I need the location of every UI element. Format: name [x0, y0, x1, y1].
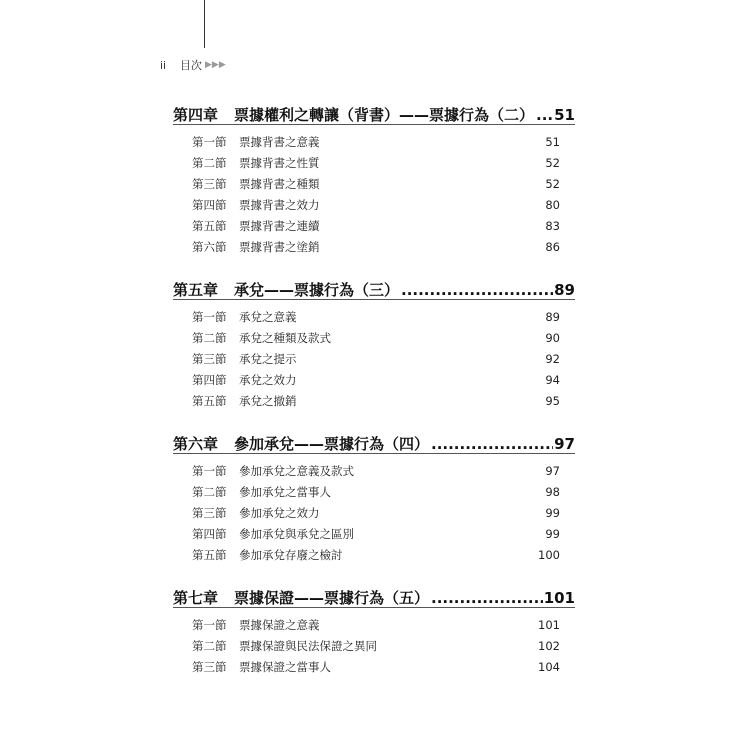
section-page: 51: [545, 135, 560, 149]
section-row: [192, 526, 560, 542]
section-row: [192, 197, 560, 213]
chapter-page: 97: [554, 435, 575, 453]
section-number: 第四節: [192, 373, 227, 387]
chapter-title: 參加承兌——票據行為（四）: [234, 435, 430, 453]
chapter-heading: [173, 433, 575, 454]
section-page: 90: [545, 331, 560, 345]
chapter-title: 票據保證——票據行為（五）: [234, 589, 430, 607]
section-page: 102: [538, 639, 560, 653]
section-title: 票據背書之塗銷: [239, 240, 320, 254]
dot-leader: [401, 281, 553, 299]
chapter-number: 第七章: [173, 589, 219, 607]
chapter-title: 承兌——票據行為（三）: [234, 281, 400, 299]
chapter-title: 票據權利之轉讓（背書）——票據行為（二）: [234, 106, 535, 124]
section-page: 97: [545, 464, 560, 478]
section-page: 98: [545, 485, 560, 499]
page-number: ii: [160, 58, 167, 72]
section-row: [192, 372, 560, 388]
chapter-page: 101: [543, 589, 575, 607]
section-page: 99: [545, 527, 560, 541]
section-number: 第二節: [192, 639, 227, 653]
margin-rule: [204, 0, 205, 48]
section-title: 票據背書之性質: [239, 156, 320, 170]
section-title: 參加承兌之當事人: [239, 485, 331, 499]
section-page: 99: [545, 506, 560, 520]
section-number: 第二節: [192, 156, 227, 170]
running-header: [160, 57, 226, 73]
section-page: 83: [545, 219, 560, 233]
chapter-divider: [173, 299, 575, 300]
section-title: 票據背書之意義: [239, 135, 320, 149]
section-title: 票據保證與民法保證之異同: [239, 639, 377, 653]
chapter-divider: [173, 124, 575, 125]
section-page: 94: [545, 373, 560, 387]
chapter-heading: [173, 279, 575, 300]
section-title: 承兌之撤銷: [239, 394, 297, 408]
section-row: [192, 309, 560, 325]
section-page: 95: [545, 394, 560, 408]
section-page: 52: [545, 156, 560, 170]
section-row: [192, 463, 560, 479]
dot-leader: [431, 589, 543, 607]
section-page: 92: [545, 352, 560, 366]
section-title: 票據背書之連續: [239, 219, 320, 233]
section-number: 第三節: [192, 506, 227, 520]
dot-leader: [431, 435, 553, 453]
section-page: 89: [545, 310, 560, 324]
section-title: 承兌之種類及款式: [239, 331, 331, 345]
section-number: 第一節: [192, 310, 227, 324]
section-row: [192, 547, 560, 563]
section-number: 第五節: [192, 394, 227, 408]
chapter-number: 第四章: [173, 106, 219, 124]
chapter-page: 51: [554, 106, 575, 124]
section-number: 第五節: [192, 548, 227, 562]
header-title: 目次: [180, 59, 202, 72]
section-row: [192, 638, 560, 654]
section-page: 101: [538, 618, 560, 632]
section-page: 100: [538, 548, 560, 562]
section-number: 第六節: [192, 240, 227, 254]
section-title: 參加承兌之效力: [239, 506, 320, 520]
chapter-heading: [173, 104, 575, 125]
chapter-page: 89: [554, 281, 575, 299]
chapter-number: 第五章: [173, 281, 219, 299]
section-row: [192, 218, 560, 234]
section-title: 參加承兌之意義及款式: [239, 464, 354, 478]
section-row: [192, 393, 560, 409]
section-title: 承兌之效力: [239, 373, 297, 387]
section-title: 承兌之提示: [239, 352, 297, 366]
section-title: 票據背書之效力: [239, 198, 320, 212]
section-number: 第四節: [192, 527, 227, 541]
section-row: [192, 505, 560, 521]
section-page: 80: [545, 198, 560, 212]
chapter-divider: [173, 453, 575, 454]
section-number: 第一節: [192, 618, 227, 632]
chapter-heading: [173, 587, 575, 608]
section-row: [192, 351, 560, 367]
triangle-arrows-icon: ▶▶▶: [205, 60, 226, 70]
chapter-number: 第六章: [173, 435, 219, 453]
section-number: 第二節: [192, 485, 227, 499]
section-page: 52: [545, 177, 560, 191]
section-number: 第四節: [192, 198, 227, 212]
section-row: [192, 176, 560, 192]
section-title: 票據背書之種類: [239, 177, 320, 191]
section-title: 參加承兌與承兌之區別: [239, 527, 354, 541]
section-number: 第三節: [192, 177, 227, 191]
section-number: 第五節: [192, 219, 227, 233]
section-number: 第三節: [192, 352, 227, 366]
section-row: [192, 330, 560, 346]
section-number: 第一節: [192, 135, 227, 149]
section-title: 票據保證之當事人: [239, 660, 331, 674]
section-number: 第一節: [192, 464, 227, 478]
section-row: [192, 617, 560, 633]
section-number: 第三節: [192, 660, 227, 674]
section-row: [192, 155, 560, 171]
section-page: 86: [545, 240, 560, 254]
section-row: [192, 134, 560, 150]
section-title: 票據保證之意義: [239, 618, 320, 632]
dot-leader: [536, 106, 553, 124]
section-row: [192, 239, 560, 255]
section-number: 第二節: [192, 331, 227, 345]
chapter-divider: [173, 607, 575, 608]
section-row: [192, 659, 560, 675]
section-row: [192, 484, 560, 500]
section-title: 參加承兌存廢之檢討: [239, 548, 343, 562]
section-title: 承兌之意義: [239, 310, 297, 324]
section-page: 104: [538, 660, 560, 674]
